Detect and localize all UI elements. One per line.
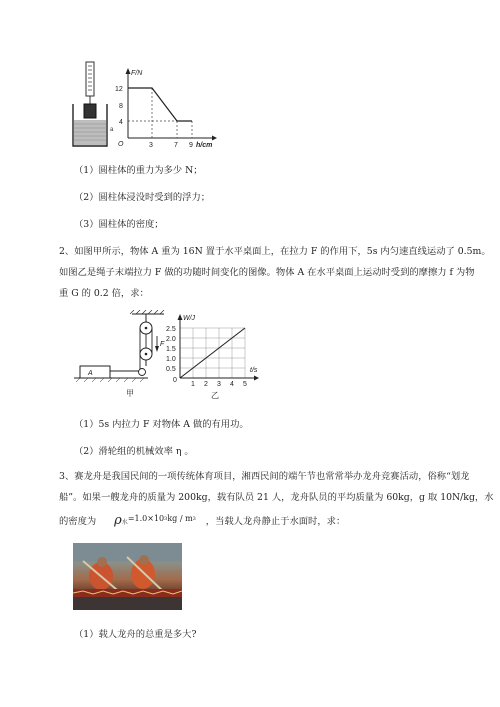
y-tick-8: 8 (119, 103, 123, 110)
chart-work-vs-time (166, 312, 262, 402)
rho-symbol: ρ (114, 513, 122, 528)
y-tick-label: 0.5 (166, 366, 176, 373)
caption-yi: 乙 (211, 391, 219, 400)
y-axis-label: W/J (183, 315, 196, 322)
x-tick-7: 7 (174, 142, 178, 149)
q3-line3 (59, 512, 345, 529)
q2-line3: 重 G 的 0.2 倍，求： (59, 288, 149, 299)
density-value: =1.0×10 (127, 514, 165, 523)
y-tick-label: 1.0 (166, 356, 176, 363)
x-tick-label: 2 (204, 381, 208, 388)
q3-line3-prefix: 的密度为 (59, 516, 97, 527)
y-tick-label: 2.0 (166, 336, 176, 343)
q1-sub2: （2）圆柱体浸没时受到的浮力； (74, 192, 211, 203)
q3-line2: 船”。如果一艘龙舟的质量为 200kg，载有队员 21 人，龙舟队员的平均质量为 60kg，g 取 10N/kg，水 (59, 492, 494, 503)
unit-exponent: 3 (192, 515, 196, 522)
chart-force-vs-depth (112, 66, 217, 150)
figure-pulley-system (74, 310, 174, 398)
y-tick-label: 1.5 (166, 346, 176, 353)
q3-line1: 3、赛龙舟是我国民间的一项传统体育项目，湘西民间的端午节也常常举办龙舟竞赛活动，俗称“划龙 (59, 471, 470, 482)
density-exponent: 3 (164, 515, 168, 522)
x-tick-label: 4 (230, 381, 234, 388)
x-axis-label: t/s (250, 367, 258, 374)
figure-spring-scale-apparatus (65, 60, 115, 148)
dragon-boat-photo (73, 543, 182, 610)
q2-sub1: （1）5s 内拉力 F 对物体 A 做的有用功。 (74, 419, 249, 430)
force-label: F (160, 341, 165, 348)
caption-jia: 甲 (126, 389, 134, 398)
origin-label: O (118, 141, 124, 148)
y-tick-12: 12 (115, 86, 123, 93)
y-axis-label: F/N (131, 70, 143, 77)
x-tick-9: 9 (189, 142, 193, 149)
density-unit: kg / m (167, 514, 193, 523)
rho-subscript: 水 (121, 519, 128, 526)
q1-sub1: （1）圆柱体的重力为多少 N； (74, 165, 203, 176)
x-tick-label: 1 (191, 381, 195, 388)
work-series-line (180, 328, 245, 378)
q2-line1: 2、如图甲所示，物体 A 重为 16N 置于水平桌面上，在拉力 F 的作用下，5s 内匀速直线运动了 0.5m。 (59, 246, 491, 257)
x-tick-3: 3 (149, 142, 153, 149)
x-tick-label: 3 (217, 381, 221, 388)
y-tick-4: 4 (119, 119, 123, 126)
x-axis-label: h/cm (196, 142, 213, 149)
q3-line3-suffix: ，当载人龙舟静止于水面时，求： (205, 516, 346, 527)
q2-line2: 如图乙是绳子末端拉力 F 做的功随时间变化的图像。物体 A 在水平桌面上运动时受到的摩擦力 f 为物 (59, 267, 475, 278)
q1-sub3: （3）圆柱体的密度； (74, 219, 164, 230)
x-tick-label: 5 (243, 381, 247, 388)
y-tick-label: 2.5 (166, 326, 176, 333)
q3-sub1: （1）载人龙舟的总重是多大? (74, 629, 197, 640)
apparatus-label: a (110, 127, 114, 133)
origin-label: 0 (173, 377, 177, 384)
block-a-label: A (88, 370, 93, 377)
q2-sub2: （2）滑轮组的机械效率 η 。 (74, 446, 194, 457)
